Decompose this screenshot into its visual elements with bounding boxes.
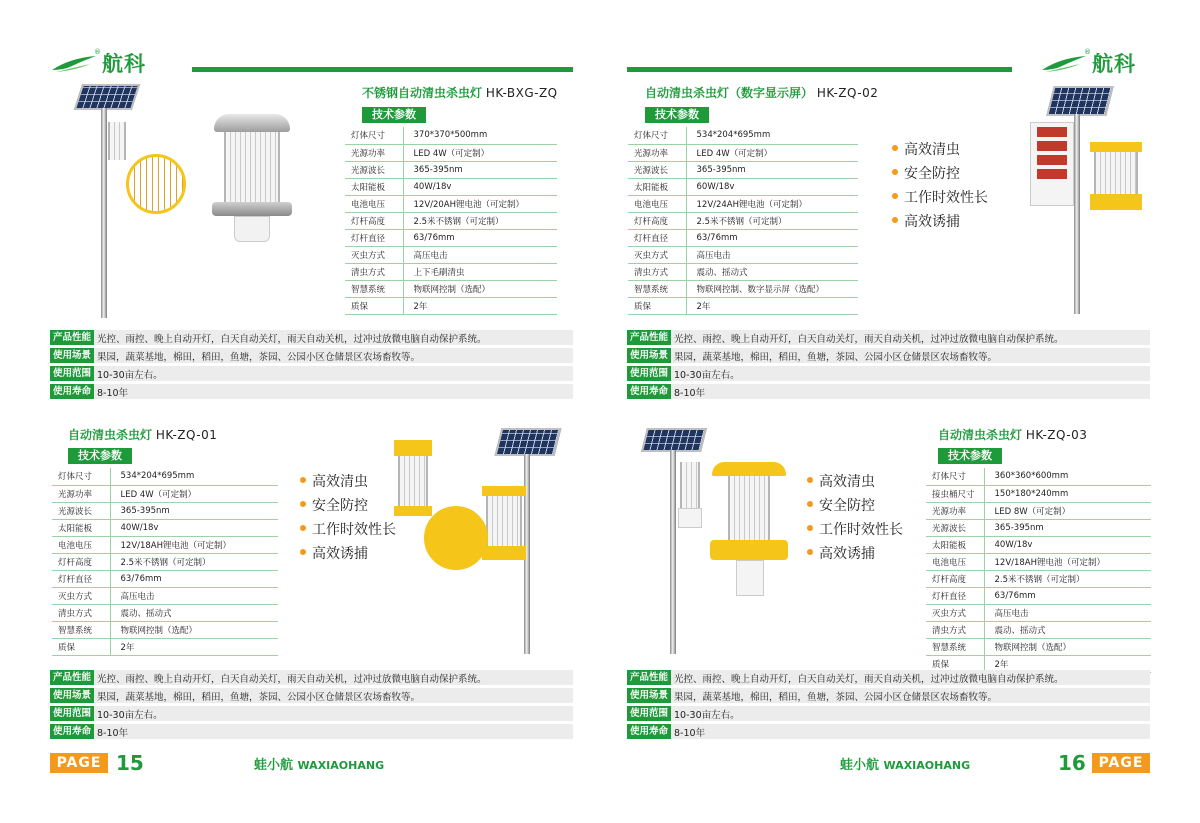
spec-key: 质保 — [52, 638, 110, 655]
feature-item: 安全防控 — [807, 494, 903, 518]
spec-row — [52, 536, 278, 553]
spec-row — [926, 570, 1151, 587]
logo-text: 航科 — [102, 52, 146, 76]
page-label: PAGE — [1092, 753, 1150, 773]
feature-item: 工作时效性长 — [807, 518, 903, 542]
spec-value: 高压电击 — [110, 587, 278, 604]
spec-value: 2年 — [110, 638, 278, 655]
spec-key: 太阳能板 — [628, 178, 686, 195]
spec-value: 物联网控制、数字显示屏（选配） — [686, 280, 858, 297]
spec-key: 灯体尺寸 — [926, 468, 984, 485]
info-row-scene: 使用场景 果园，蔬菜基地，棉田，稻田，鱼塘，茶园、公园小区仓储景区农场畜牧等。 — [627, 688, 1150, 703]
feature-item: 高效清虫 — [300, 470, 396, 494]
spec-value: 2年 — [984, 655, 1151, 672]
spec-key: 电池电压 — [345, 195, 403, 212]
page-number: 16 — [1058, 751, 1086, 775]
feature-item: 高效诱捕 — [807, 542, 903, 566]
feature-item: 安全防控 — [892, 162, 988, 186]
spec-key: 电池电压 — [52, 536, 110, 553]
spec-value: 40W/18v — [403, 178, 557, 195]
spec-key: 光源波长 — [926, 519, 984, 536]
spec-row — [345, 161, 557, 178]
page-label: PAGE — [50, 753, 108, 773]
spec-value: 40W/18v — [984, 536, 1151, 553]
spec-value: 高压电击 — [403, 246, 557, 263]
spec-row — [628, 297, 858, 314]
spec-key: 太阳能板 — [926, 536, 984, 553]
spec-value: 物联网控制（选配） — [984, 638, 1151, 655]
spec-row — [926, 553, 1151, 570]
lamp-cage-small — [680, 462, 700, 508]
spec-row — [345, 144, 557, 161]
spec-row — [345, 212, 557, 229]
spec-row — [52, 570, 278, 587]
spec-value: 63/76mm — [110, 570, 278, 587]
lamp-tray — [1090, 194, 1142, 210]
spec-row — [52, 604, 278, 621]
lamp-pole — [1074, 114, 1080, 314]
lamp-cage — [728, 476, 770, 540]
spec-key: 灭虫方式 — [52, 587, 110, 604]
spec-key: 质保 — [345, 297, 403, 314]
brush-detail-circle — [126, 154, 186, 214]
lamp-tray — [710, 540, 788, 560]
feature-item: 安全防控 — [300, 494, 396, 518]
spec-key: 光源波长 — [52, 502, 110, 519]
spec-value: LED 4W（可定制） — [110, 485, 278, 502]
spec-row — [628, 280, 858, 297]
feature-item: 高效诱捕 — [892, 210, 988, 234]
spec-key: 太阳能板 — [345, 178, 403, 195]
solar-panel-icon — [1046, 86, 1113, 116]
product-title — [68, 426, 217, 443]
spec-row — [926, 621, 1151, 638]
lamp-cage-large — [224, 132, 280, 204]
spec-value: 12V/18AH锂电池（可定制） — [984, 553, 1151, 570]
insect-bucket-small — [678, 508, 702, 528]
lamp-cap-small — [394, 440, 432, 456]
insect-bucket — [234, 216, 270, 242]
info-row-range: 使用范围 10-30亩左右。 — [627, 366, 1150, 381]
product-model: HK-ZQ-01 — [155, 428, 218, 442]
solar-panel-icon — [74, 84, 140, 110]
lamp-cap — [482, 486, 526, 496]
registered-mark: ® — [1084, 48, 1091, 56]
spec-key: 灭虫方式 — [345, 246, 403, 263]
product-name: 自动清虫杀虫灯 — [938, 428, 1023, 442]
spec-key: 灯杆高度 — [628, 212, 686, 229]
lamp-tray-small — [394, 506, 432, 516]
spec-row — [345, 263, 557, 280]
info-row-performance: 产品性能 光控、雨控、晚上自动开灯，白天自动关灯，雨天自动关机，过冲过放微电脑自动保护系统。 — [627, 330, 1150, 345]
spec-row — [345, 229, 557, 246]
spec-value: 上下毛刷清虫 — [403, 263, 557, 280]
solar-panel-icon — [495, 428, 562, 456]
lamp-cap — [712, 462, 786, 476]
spec-key: 灯杆直径 — [926, 587, 984, 604]
product-name: 不锈钢自动清虫杀虫灯 — [362, 86, 483, 100]
info-row-life: 使用寿命 8-10年 — [50, 724, 573, 739]
spec-value: 2.5米不锈钢（可定制） — [110, 553, 278, 570]
spec-value: 360*360*600mm — [984, 468, 1151, 485]
spec-value: 2.5米不锈钢（可定制） — [984, 570, 1151, 587]
spec-value: 365-395nm — [110, 502, 278, 519]
product-image-zq02 — [1028, 84, 1158, 316]
lamp-pole — [101, 108, 107, 318]
spec-row — [926, 519, 1151, 536]
spec-value: 高压电击 — [984, 604, 1151, 621]
spec-key: 电池电压 — [628, 195, 686, 212]
solar-panel-icon — [641, 428, 707, 452]
spec-value: 12V/24AH锂电池（可定制） — [686, 195, 858, 212]
spec-value: 震动、摇动式 — [686, 263, 858, 280]
spec-value: 12V/20AH锂电池（可定制） — [403, 195, 557, 212]
feature-list — [300, 470, 396, 566]
spec-key: 清虫方式 — [52, 604, 110, 621]
info-row-life: 使用寿命 8-10年 — [627, 384, 1150, 399]
spec-value: 12V/18AH锂电池（可定制） — [110, 536, 278, 553]
spec-row — [926, 502, 1151, 519]
page-number: 15 — [116, 751, 144, 775]
spec-key: 灯杆高度 — [345, 212, 403, 229]
info-row-life: 使用寿命 8-10年 — [50, 384, 573, 399]
spec-key: 灯杆高度 — [926, 570, 984, 587]
spec-value: 534*204*695mm — [686, 127, 858, 144]
spec-key: 清虫方式 — [926, 621, 984, 638]
info-row-range: 使用范围 10-30亩左右。 — [50, 366, 573, 381]
lamp-cap — [1090, 142, 1142, 152]
info-row-scene: 使用场景 果园，蔬菜基地，棉田，稻田，鱼塘，茶园、公园小区仓储景区农场畜牧等。 — [627, 348, 1150, 363]
spec-row — [345, 246, 557, 263]
spec-value: 63/76mm — [686, 229, 858, 246]
spec-value: 物联网控制（选配） — [110, 621, 278, 638]
spec-row — [52, 638, 278, 655]
product-title — [938, 426, 1087, 443]
spec-row — [52, 587, 278, 604]
lamp-cage-small — [398, 456, 428, 506]
info-row-life: 使用寿命 8-10年 — [627, 724, 1150, 739]
spec-row — [345, 297, 557, 314]
spec-key: 灯杆直径 — [345, 229, 403, 246]
spec-table — [345, 127, 557, 315]
spec-key: 太阳能板 — [52, 519, 110, 536]
header-bar — [627, 67, 1012, 72]
spec-value: 2.5米不锈钢（可定制） — [403, 212, 557, 229]
spec-key: 灯杆直径 — [628, 229, 686, 246]
spec-row — [628, 144, 858, 161]
info-row-range: 使用范围 10-30亩左右。 — [50, 706, 573, 721]
spec-row — [628, 178, 858, 195]
spec-key: 光源功率 — [52, 485, 110, 502]
info-row-performance: 产品性能 光控、雨控、晚上自动开灯，白天自动关灯，雨天自动关机，过冲过放微电脑自动保护系统。 — [50, 330, 573, 345]
spec-value: LED 8W（可定制） — [984, 502, 1151, 519]
footer-brand: 蛙小航 WAXIAOHANG — [254, 758, 385, 773]
product-model: HK-ZQ-03 — [1025, 428, 1088, 442]
spec-row — [926, 536, 1151, 553]
info-row-range: 使用范围 10-30亩左右。 — [627, 706, 1150, 721]
lamp-tray — [482, 546, 526, 560]
tech-params-heading: 技术参数 — [938, 448, 1002, 464]
spec-value: 物联网控制（选配） — [403, 280, 557, 297]
spec-key: 光源功率 — [628, 144, 686, 161]
spec-row — [628, 212, 858, 229]
spec-row — [52, 468, 278, 485]
product-title — [362, 84, 558, 101]
spec-key: 清虫方式 — [345, 263, 403, 280]
tech-params-heading: 技术参数 — [645, 107, 709, 123]
spec-row — [52, 502, 278, 519]
spec-table — [926, 468, 1151, 673]
spec-value: 60W/18v — [686, 178, 858, 195]
info-row-performance: 产品性能 光控、雨控、晚上自动开灯，白天自动关灯，雨天自动关机，过冲过放微电脑自动保护系统。 — [627, 670, 1150, 685]
spec-value: 2年 — [403, 297, 557, 314]
spec-row — [345, 178, 557, 195]
spec-row — [628, 195, 858, 212]
spec-row — [628, 161, 858, 178]
spec-value: 370*370*500mm — [403, 127, 557, 144]
tech-params-heading: 技术参数 — [68, 448, 132, 464]
lamp-pole — [670, 450, 676, 654]
spec-value: 震动、摇动式 — [110, 604, 278, 621]
spec-key: 智慧系统 — [345, 280, 403, 297]
spec-row — [926, 587, 1151, 604]
feature-item: 工作时效性长 — [300, 518, 396, 542]
spec-row — [926, 638, 1151, 655]
spec-key: 电池电压 — [926, 553, 984, 570]
spec-row — [345, 127, 557, 144]
product-image-zq03 — [640, 426, 800, 656]
spec-key: 灯体尺寸 — [52, 468, 110, 485]
spec-row — [628, 229, 858, 246]
spec-row — [628, 263, 858, 280]
spec-value: 2.5米不锈钢（可定制） — [686, 212, 858, 229]
spec-key: 智慧系统 — [926, 638, 984, 655]
product-name: 自动清虫杀虫灯 — [68, 428, 153, 442]
spec-row — [52, 519, 278, 536]
feature-item: 高效诱捕 — [300, 542, 396, 566]
insect-bucket — [736, 560, 764, 596]
spec-value: 震动、摇动式 — [984, 621, 1151, 638]
spec-key: 灯体尺寸 — [628, 127, 686, 144]
spec-key: 灯体尺寸 — [345, 127, 403, 144]
spec-row — [926, 604, 1151, 621]
spec-row — [926, 468, 1151, 485]
info-row-scene: 使用场景 果园，蔬菜基地，棉田，稻田，鱼塘，茶园、公园小区仓储景区农场畜牧等。 — [50, 348, 573, 363]
spec-key: 清虫方式 — [628, 263, 686, 280]
spec-row — [52, 485, 278, 502]
spec-value: 150*180*240mm — [984, 485, 1151, 502]
spec-row — [926, 485, 1151, 502]
logo-text: 航科 — [1092, 52, 1136, 76]
feature-item: 高效清虫 — [892, 138, 988, 162]
spec-row — [52, 553, 278, 570]
spec-key: 质保 — [628, 297, 686, 314]
product-model: HK-ZQ-02 — [816, 86, 879, 100]
control-box-detail-circle — [424, 506, 488, 570]
spec-table — [628, 127, 858, 315]
spec-key: 智慧系统 — [628, 280, 686, 297]
spec-value: 365-395nm — [403, 161, 557, 178]
lamp-cage — [486, 496, 522, 546]
spec-row — [345, 280, 557, 297]
page-right — [600, 0, 1200, 823]
info-row-scene: 使用场景 果园，蔬菜基地，棉田，稻田，鱼塘，茶园、公园小区仓储景区农场畜牧等。 — [50, 688, 573, 703]
footer-brand: 蛙小航 WAXIAOHANG — [840, 758, 971, 773]
spec-key: 智慧系统 — [52, 621, 110, 638]
product-model: HK-BXG-ZQ — [485, 86, 558, 100]
spec-value: 63/76mm — [984, 587, 1151, 604]
spec-key: 灯杆直径 — [52, 570, 110, 587]
product-name: 自动清虫杀虫灯（数字显示屏） — [645, 86, 814, 100]
spec-key: 灭虫方式 — [628, 246, 686, 263]
spec-row — [628, 246, 858, 263]
product-image-bxg — [72, 84, 302, 324]
feature-item: 工作时效性长 — [892, 186, 988, 210]
product-title — [645, 84, 878, 101]
feature-list — [892, 138, 988, 234]
spec-value: 40W/18v — [110, 519, 278, 536]
spec-value: 534*204*695mm — [110, 468, 278, 485]
spec-row — [345, 195, 557, 212]
spec-value: LED 4W（可定制） — [403, 144, 557, 161]
spec-key: 光源功率 — [926, 502, 984, 519]
header-bar — [192, 67, 573, 72]
lamp-cap — [214, 114, 290, 132]
spec-key: 光源波长 — [345, 161, 403, 178]
spec-value: 365-395nm — [984, 519, 1151, 536]
spec-key: 灭虫方式 — [926, 604, 984, 621]
feature-list — [807, 470, 903, 566]
spec-value: 63/76mm — [403, 229, 557, 246]
lamp-cage — [1094, 152, 1138, 196]
spec-key: 光源功率 — [345, 144, 403, 161]
spec-value: LED 4W（可定制） — [686, 144, 858, 161]
spec-key: 质保 — [926, 655, 984, 672]
spec-value: 2年 — [686, 297, 858, 314]
logo — [50, 48, 146, 78]
spec-key: 接虫桶尺寸 — [926, 485, 984, 502]
swoosh-logo-icon — [1040, 52, 1088, 74]
registered-mark: ® — [94, 48, 101, 56]
logo — [1040, 48, 1136, 78]
lamp-base — [212, 202, 292, 216]
spec-value: 高压电击 — [686, 246, 858, 263]
spec-key: 灯杆高度 — [52, 553, 110, 570]
digital-display-panel — [1030, 122, 1074, 206]
feature-item: 高效清虫 — [807, 470, 903, 494]
spec-row — [52, 621, 278, 638]
product-image-zq01 — [390, 426, 570, 656]
spec-table — [52, 468, 278, 656]
lamp-cage — [108, 122, 126, 160]
swoosh-logo-icon — [50, 52, 98, 74]
info-row-performance: 产品性能 光控、雨控、晚上自动开灯，白天自动关灯，雨天自动关机，过冲过放微电脑自动保护系统。 — [50, 670, 573, 685]
spec-row — [628, 127, 858, 144]
spec-key: 光源波长 — [628, 161, 686, 178]
tech-params-heading: 技术参数 — [362, 107, 426, 123]
spec-value: 365-395nm — [686, 161, 858, 178]
